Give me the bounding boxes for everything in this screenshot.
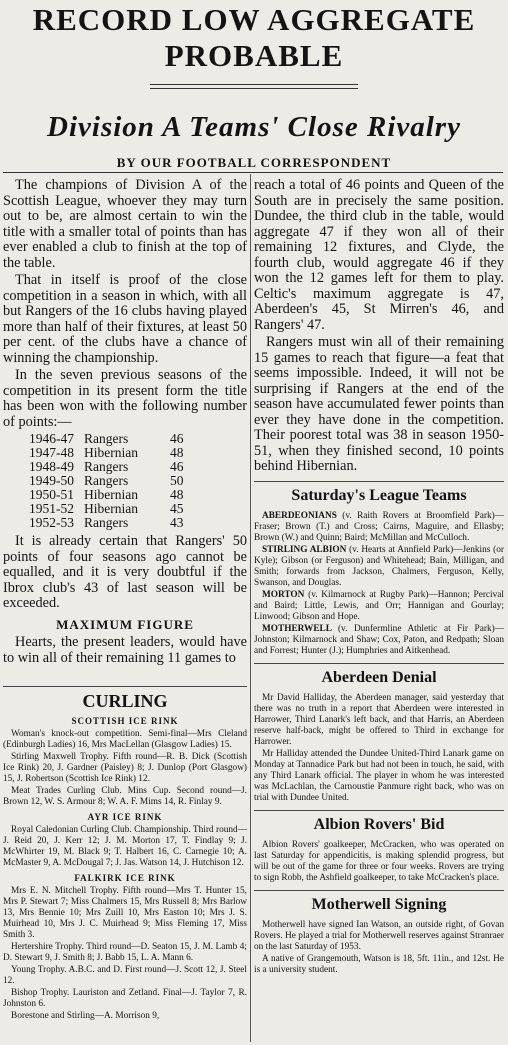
- league-teams-heading: Saturday's League Teams: [254, 481, 504, 507]
- points-table-season: 1949-50: [29, 473, 74, 488]
- byline: BY OUR FOOTBALL CORRESPONDENT: [116, 155, 392, 170]
- points-table-season: 1950-51: [29, 487, 74, 502]
- result-paragraph: Hertershire Trophy. Third round—D. Seaton 15, J. M. Lamb 4; D. Stewart 9, J. Smith 8; J. Babb 15, L. A. Mann 6.: [3, 942, 247, 963]
- points-table-season: 1951-52: [29, 501, 74, 516]
- article-column-right: [254, 178, 504, 1040]
- team-lineup: (v. Raith Rovers at Broomfield Park)—Fraser; Brown (T.) and Cross; Cairns, Maguire, and Ellasby; Brown (W.) and Quinn; Baird; McMillan and McCulloch.: [254, 510, 504, 543]
- article-paragraph: reach a total of 46 points and Queen of the South are in precisely the same position. Dundee, the third club in the table, would aggregate 47 if they won all of their remaining 12 fixtures, and Clyde, the fourth club, would aggregate 46 if they won the 12 games left for them to play. Celtic's maximum aggregate is 47, Aberdeen's 45, St Mirren's 46, and Rangers' 47.: [254, 178, 504, 333]
- story-paragraph: Albion Rovers' goalkeeper, McCracken, who was operated on last Saturday for appendicitis, is making splendid progress, but will be out of the game for three or four weeks. Rovers are trying to sign Robb, the Ashfield goalkeeper, to take McCracken's place.: [254, 839, 504, 883]
- albion-heading: Albion Rovers' Bid: [254, 810, 504, 836]
- points-table-club: Rangers: [84, 473, 129, 488]
- points-table-season: 1946-47: [29, 431, 74, 446]
- points-table-season: 1947-48: [29, 445, 74, 460]
- motherwell-story: [254, 920, 504, 976]
- subheading: MAXIMUM FIGURE: [56, 616, 194, 632]
- points-table-row: [29, 502, 193, 516]
- result-paragraph: Woman's knock-out competition. Semi-final—Mrs Cleland (Edinburgh Ladies) 16, Mrs MacLellan (Glasgow Ladies) 15.: [3, 729, 247, 750]
- points-table-row: [29, 460, 193, 474]
- rink-heading: SCOTTISH ICE RINK: [71, 716, 179, 726]
- story-paragraph: Mr Halliday attended the Dundee United-Third Lanark game on Monday at Tannadice Park but had not been in touch, he said, with any Third Lanark official. The player in whom he was interested was McLachlan, the Carnoustie Panmure right back, who was on trial with Dundee United.: [254, 748, 504, 803]
- points-table-season: 1952-53: [29, 515, 74, 530]
- aberdeen-heading: Aberdeen Denial: [254, 663, 504, 689]
- article-paragraph: That in itself is proof of the close competition in a season in which, with all but Rangers of the 16 clubs having played more than half of their fixtures, at least 50 per cent. of the clubs have a chance of winning the championship.: [3, 272, 247, 366]
- team-entry: [254, 545, 504, 589]
- team-name: STIRLING ALBION: [262, 544, 350, 555]
- article-continuation: [254, 178, 504, 475]
- result-paragraph: Royal Caledonian Curling Club. Championship. Third round—J. Reid 20, J. Kerr 12; J. M. Morton 17, T. Findlay 9; J. McWhirter 19, M. Black 9; T. Halbert 16, C. Carnegie 10; A. McMaster 9, A. McDougal 7; J. Jas. Watson 14, J. Hutchison 12.: [3, 825, 247, 868]
- points-table: [29, 432, 193, 530]
- headline-line-1: RECORD LOW AGGREGATE: [32, 2, 476, 37]
- story-paragraph: A native of Grangemouth, Watson is 18, 5ft. 11in., and 12st. He is a university student.: [254, 953, 504, 975]
- team-name: ABERDEONIANS: [262, 510, 343, 521]
- column-divider: [250, 174, 251, 1042]
- team-lineup: (v. Hearts at Annfield Park)—Jenkins (or Kyle); Gibson (or Ferguson) and Whitehead; Bain, Milligan, and Smith; forwards from Jackson, Chalmers, Ferguson, Kelly, Swanson, and Douglas.: [254, 544, 504, 588]
- curling-heading: CURLING: [3, 686, 247, 712]
- points-table-row: [29, 488, 193, 502]
- points-table-club: Hibernian: [84, 445, 138, 460]
- article-paragraph: In the seven previous seasons of the competition in its present form the title has been won with the following number of points:—: [3, 367, 247, 430]
- points-table-points: 45: [169, 501, 184, 516]
- team-name: MORTON: [262, 589, 309, 600]
- article-paragraph: The champions of Division A of the Scottish League, whoever they may turn out to be, are almost certain to win the title with a smaller total of points than has ever enabled a club to finish at the top of the table.: [3, 178, 247, 271]
- points-table-row: [29, 516, 193, 530]
- points-table-points: 46: [169, 459, 184, 474]
- points-table-points: 50: [169, 473, 184, 488]
- league-teams-list: [254, 511, 504, 657]
- curling-column: [3, 686, 247, 1042]
- points-table-club: Hibernian: [84, 487, 138, 502]
- divider: [150, 84, 358, 85]
- story-paragraph: Motherwell have signed Ian Watson, an outside right, of Govan Rovers. He played a trial for Motherwell reserves against Stranraer on the last Saturday of 1953.: [254, 919, 504, 952]
- rink-heading: AYR ICE RINK: [87, 812, 163, 822]
- motherwell-heading: Motherwell Signing: [254, 890, 504, 916]
- points-table-club: Rangers: [84, 431, 129, 446]
- rink-heading: FALKIRK ICE RINK: [74, 873, 176, 883]
- points-table-points: 46: [169, 431, 184, 446]
- divider: [150, 88, 358, 89]
- story-paragraph: Mr David Halliday, the Aberdeen manager, said yesterday that there was no truth in a report that Aberdeen were interested in Harrower, Third Lanark's left back, and that Harris, an Aberdeen reserve half-back, might be offered to Third in exchange for Harrower.: [254, 692, 504, 747]
- article-paragraph: It is already certain that Rangers' 50 points of four seasons ago cannot be equalled, and it is very doubtful if the Ibrox club's 43 of last season will be exceeded.: [3, 533, 247, 611]
- result-paragraph: Borestone and Stirling—A. Morrison 9,: [11, 1011, 160, 1021]
- headline-line-2: PROBABLE: [164, 38, 344, 73]
- team-lineup: (v. Dunfermline Athletic at Fir Park)—Johnston; Kilmarnock and Shaw; Cox, Paton, and Redpath; Sloan and Forrest; Hunter (J.); Humphries and Aitkenhead.: [254, 623, 504, 656]
- divider: [3, 172, 503, 173]
- team-entry: [254, 624, 504, 657]
- article-column-left: [3, 178, 247, 682]
- team-entry: [254, 590, 504, 623]
- points-table-points: 48: [169, 487, 184, 502]
- result-paragraph: Young Trophy. A.B.C. and D. First round—J. Scott 12, J. Steel 12.: [3, 965, 247, 986]
- points-table-row: [29, 432, 193, 446]
- points-table-club: Hibernian: [84, 501, 138, 516]
- team-lineup: (v. Kilmarnock at Rugby Park)—Hannon; Percival and Baird; Little, Lewis, and Orr; Hannigan and Gourlay; Linwood; Gibson and Hope.: [254, 589, 504, 622]
- albion-story: [254, 840, 504, 884]
- points-table-row: [29, 474, 193, 488]
- article-paragraph: Rangers must win all of their remaining 15 games to reach that figure—a feat that seems impossible. Indeed, it will not be surprising if Rangers at the end of the season have accumulated fewer points than ever they have done in the competition. Their poorest total was 38 in season 1950-51, when they finished second, 10 points behind Hibernian.: [254, 334, 504, 474]
- points-table-season: 1948-49: [29, 459, 74, 474]
- points-table-club: Rangers: [84, 459, 129, 474]
- team-name: MOTHERWELL: [262, 623, 338, 634]
- article-paragraph: Hearts, the present leaders, would have to win all of their remaining 11 games to: [3, 634, 247, 666]
- points-table-points: 43: [169, 515, 184, 530]
- points-table-club: Rangers: [84, 515, 129, 530]
- aberdeen-story: [254, 693, 504, 804]
- points-table-points: 48: [169, 445, 184, 460]
- headline-line-3: Division A Teams' Close Rivalry: [47, 111, 461, 143]
- result-paragraph: Mrs E. N. Mitchell Trophy. Fifth round—Mrs T. Hunter 15, Mrs P. Stewart 7; Miss Chalmers 15, Mrs Russell 8; Mrs Barlow 13, Mrs Bennie 10; Mrs Zuill 10, Mrs Easton 10; Mrs J. S. Muirhead 10, Mrs J. C. Muirhead 9; Miss Fleming 17, Miss Smith 3.: [3, 886, 247, 940]
- team-entry: [254, 511, 504, 544]
- result-paragraph: Stirling Maxwell Trophy. Fifth round—R. B. Dick (Scottish Ice Rink) 20, J. Gardner (Paisley) 8; J. Dunlop (Port Glasgow) 15, J. Robertson (Scottish Ice Rink) 12.: [3, 752, 247, 784]
- result-paragraph: Meat Trades Curling Club. Mins Cup. Second round—J. Brown 12, W. S. Armour 8; W. A. F. Mims 14, R. Finlay 9.: [3, 786, 247, 807]
- points-table-row: [29, 446, 193, 460]
- result-paragraph: Bishop Trophy. Lauriston and Zetland. Final—J. Taylor 7, R. Johnston 6.: [3, 988, 247, 1009]
